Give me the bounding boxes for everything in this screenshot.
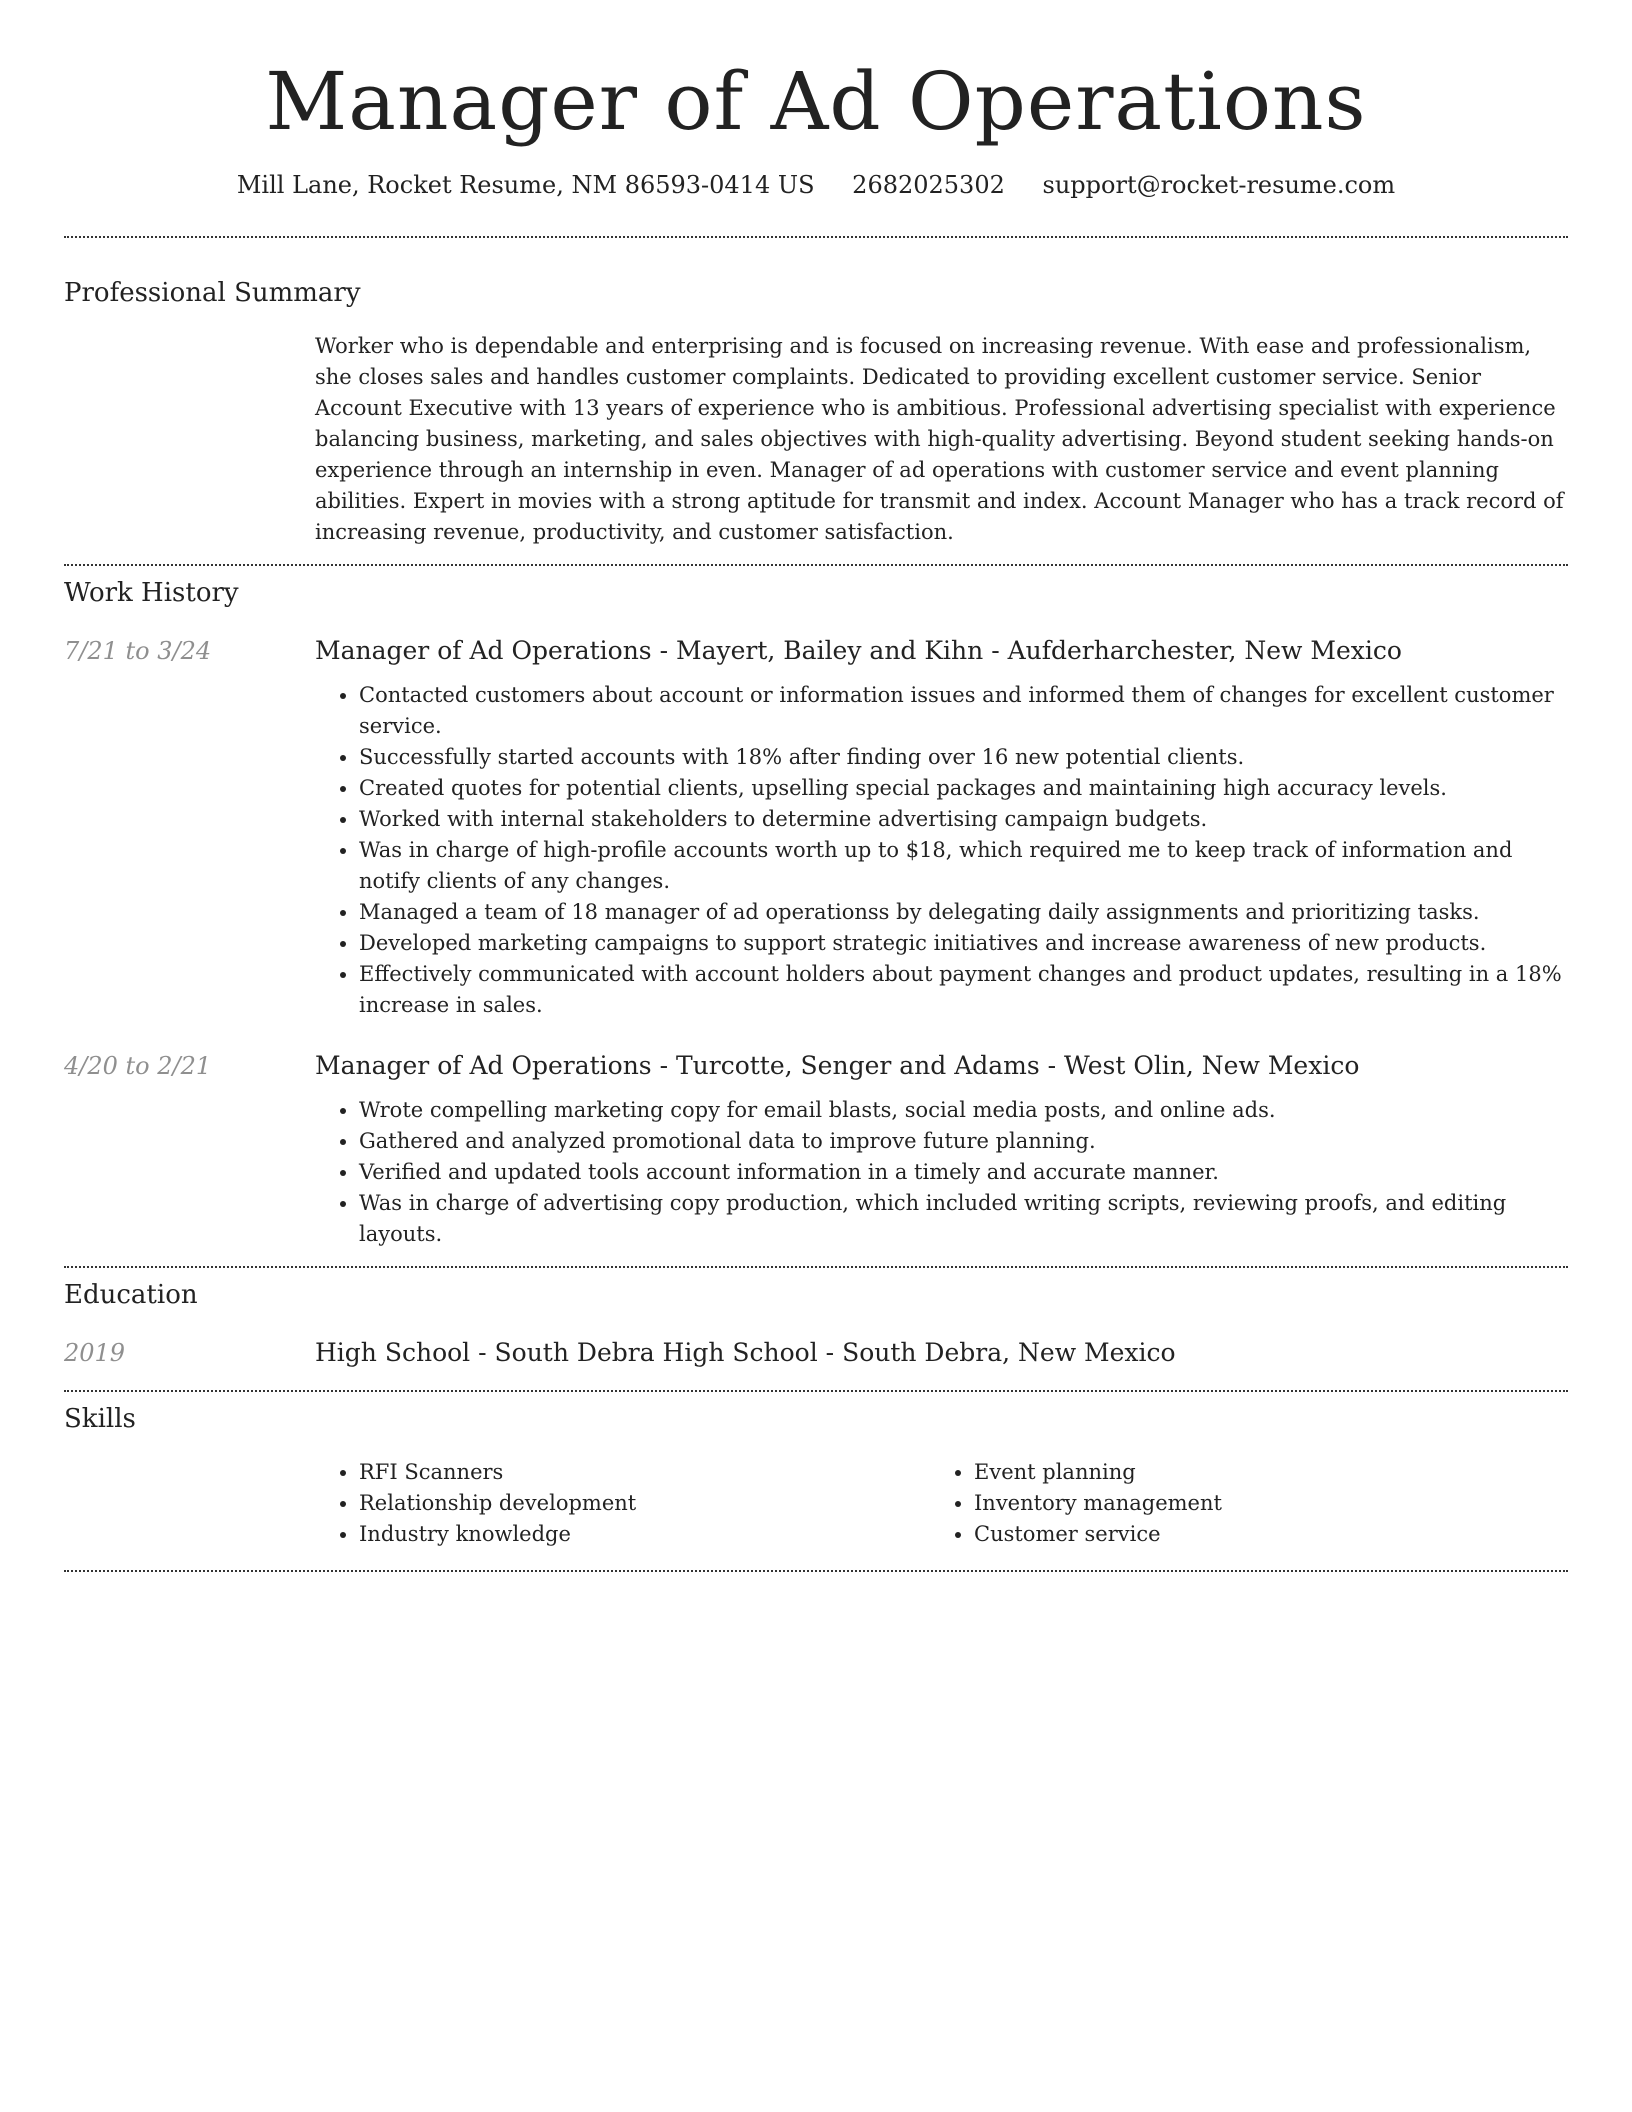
job-details: - Turcotte, Senger and Adams - West Olin, New Mexico [651, 1051, 1360, 1080]
education-degree: High School [315, 1338, 471, 1367]
work-title: Work History [64, 578, 239, 608]
list-item: • Successfully started accounts with 18% after finding over 16 new potential clients. [359, 742, 1568, 773]
job-dates: 4/20 to 2/21 [64, 1052, 212, 1080]
list-item: • Worked with internal stakeholders to determine advertising campaign budgets. [359, 804, 1568, 835]
summary-left-spacer [64, 331, 315, 548]
skill-item: • RFI Scanners [359, 1457, 930, 1488]
contact-address: Mill Lane, Rocket Resume, NM 86593-0414 US [236, 171, 815, 199]
skill-item: • Event planning [974, 1457, 1545, 1488]
list-item: • Was in charge of high-profile accounts worth up to $18, which required me to keep track of information and notify clients of any changes. [359, 835, 1568, 897]
skills-column-2 [930, 1457, 1545, 1550]
job-bullets [315, 1095, 1568, 1250]
contact-line [64, 168, 1568, 202]
skill-item: • Inventory management [974, 1488, 1545, 1519]
list-item: • Developed marketing campaigns to support strategic initiatives and increase awareness of new products. [359, 928, 1568, 959]
skills-column-1 [315, 1457, 930, 1550]
list-item: • Wrote compelling marketing copy for email blasts, social media posts, and online ads. [359, 1095, 1568, 1126]
job-role: Manager of Ad Operations [315, 636, 652, 665]
skills-title: Skills [64, 1404, 136, 1434]
skill-item: • Customer service [974, 1519, 1545, 1550]
list-item: • Effectively communicated with account holders about payment changes and product updates, resulting in a 18% increase in sales. [359, 959, 1568, 1021]
skills-section [64, 1392, 1568, 1550]
education-details: - South Debra High School - South Debra, New Mexico [470, 1338, 1176, 1367]
work-section [64, 566, 1568, 1250]
summary-title: Professional Summary [64, 278, 361, 308]
job-entry [64, 634, 1568, 1021]
job-heading [315, 634, 1568, 668]
list-item: • Verified and updated tools account information in a timely and accurate manner. [359, 1157, 1568, 1188]
job-dates: 7/21 to 3/24 [64, 637, 212, 665]
education-section [64, 1268, 1568, 1370]
skill-item: • Industry knowledge [359, 1519, 930, 1550]
list-item: • Managed a team of 18 manager of ad operationss by delegating daily assignments and prioritizing tasks. [359, 897, 1568, 928]
contact-phone: 2682025302 [852, 171, 1005, 199]
education-heading [315, 1336, 1568, 1370]
skills-grid [315, 1457, 1568, 1550]
job-heading [315, 1049, 1568, 1083]
job-bullets [315, 680, 1568, 1021]
education-year: 2019 [64, 1339, 126, 1367]
job-details: - Mayert, Bailey and Kihn - Aufderharchester, New Mexico [651, 636, 1402, 665]
skills-left-spacer [64, 1457, 315, 1550]
list-item: • Contacted customers about account or information issues and informed them of changes for excellent customer service. [359, 680, 1568, 742]
contact-email: support@rocket-resume.com [1042, 171, 1396, 199]
skill-item: • Relationship development [359, 1488, 930, 1519]
summary-section [64, 238, 1568, 548]
job-entry [64, 1049, 1568, 1250]
divider [64, 1570, 1568, 1572]
list-item: • Gathered and analyzed promotional data to improve future planning. [359, 1126, 1568, 1157]
resume-name: Manager of Ad Operations [265, 55, 1367, 148]
education-title: Education [64, 1280, 198, 1310]
list-item: • Created quotes for potential clients, upselling special packages and maintaining high accuracy levels. [359, 773, 1568, 804]
list-item: • Was in charge of advertising copy production, which included writing scripts, reviewing proofs, and editing layouts. [359, 1188, 1568, 1250]
job-role: Manager of Ad Operations [315, 1051, 652, 1080]
summary-text: Worker who is dependable and enterprising and is focused on increasing revenue. With ease and professionalism, she closes sales and handles customer complaints. Dedicated to providing excellent customer service. Senior Account Executive with 13 years of experience who is ambitious. Professional advertising specialist with experience balancing business, marketing, and sales objectives with high-quality advertising. Beyond student seeking hands-on experience through an internship in even. Manager of ad operations with customer service and event planning abilities. Expert in movies with a strong aptitude for transmit and index. Account Manager who has a track record of increasing revenue, productivity, and customer satisfaction. [315, 334, 1564, 544]
